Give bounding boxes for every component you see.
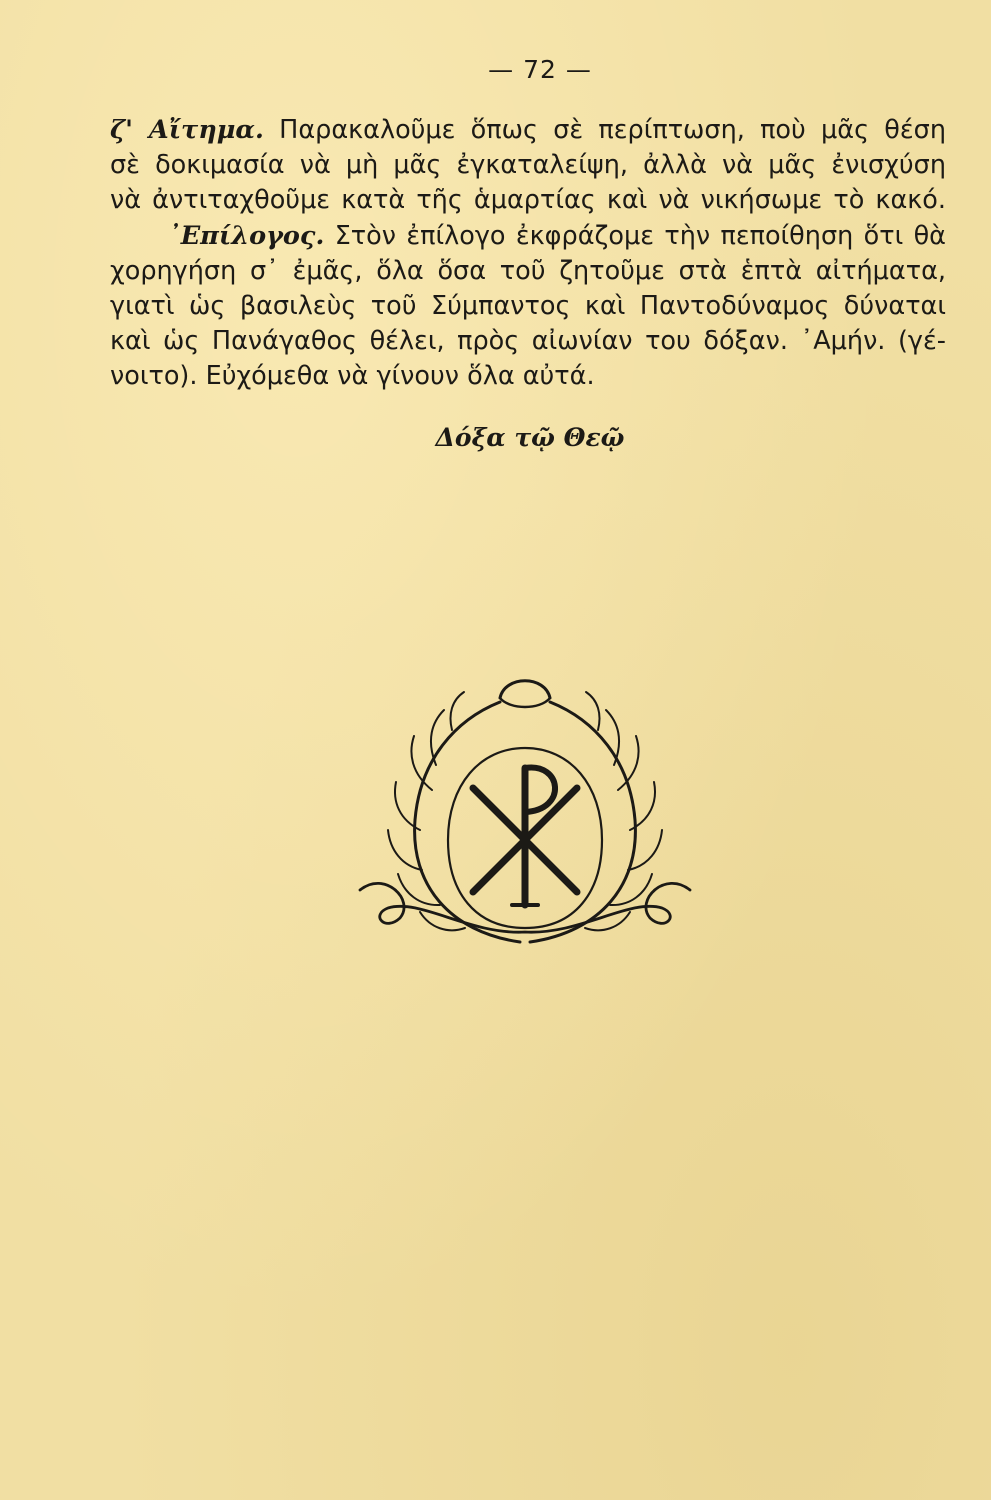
petition-line-1: [110, 113, 946, 148]
petition-heading: ζ' Αἴτημα.: [110, 115, 264, 145]
epilogue-line-2: χορηγήση σ᾿ ἐμᾶς, ὅλα ὅσα τοῦ ζητοῦμε στὰ ἑπτὰ αἰτήματα,: [110, 255, 946, 286]
epilogue-line-4: καὶ ὡς Πανάγαθος θέλει, πρὸς αἰωνίαν του δόξαν. ᾿Αμήν. (γέ-: [110, 326, 946, 357]
epilogue-line-5: νοιτο). Εὐχόμεθα νὰ γίνουν ὅλα αὐτά.: [110, 361, 595, 392]
epilogue-line-1: [110, 219, 946, 254]
epilogue-heading: ᾿Επίλογος.: [168, 220, 325, 251]
page-number: — 72 —: [488, 55, 592, 84]
epilogue-line-3: γιατὶ ὡς βασιλεὺς τοῦ Σύμπαντος καὶ Παντοδύναμος δύναται: [110, 290, 946, 321]
body-text: [110, 113, 946, 395]
petition-line-3: νὰ ἀντιταχθοῦμε κατὰ τῆς ἁμαρτίας καὶ νὰ νικήσωμε τὸ κακό.: [110, 185, 946, 216]
closing-doxology: Δόξα τῷ Θεῷ: [435, 423, 625, 452]
petition-line-2: σὲ δοκιμασία νὰ μὴ μᾶς ἐγκαταλείψη, ἀλλὰ νὰ μᾶς ἐνισχύση: [110, 150, 946, 181]
chi-rho-wreath-icon: [340, 670, 710, 955]
epilogue-line-1-text: Στὸν ἐπίλογο ἐκφράζομε τὴν πεποίθηση ὅτι θὰ: [324, 220, 946, 251]
petition-line-1-text: Παρακαλοῦμε ὅπως σὲ περίπτωση, ποὺ μᾶς θέση: [263, 115, 946, 145]
